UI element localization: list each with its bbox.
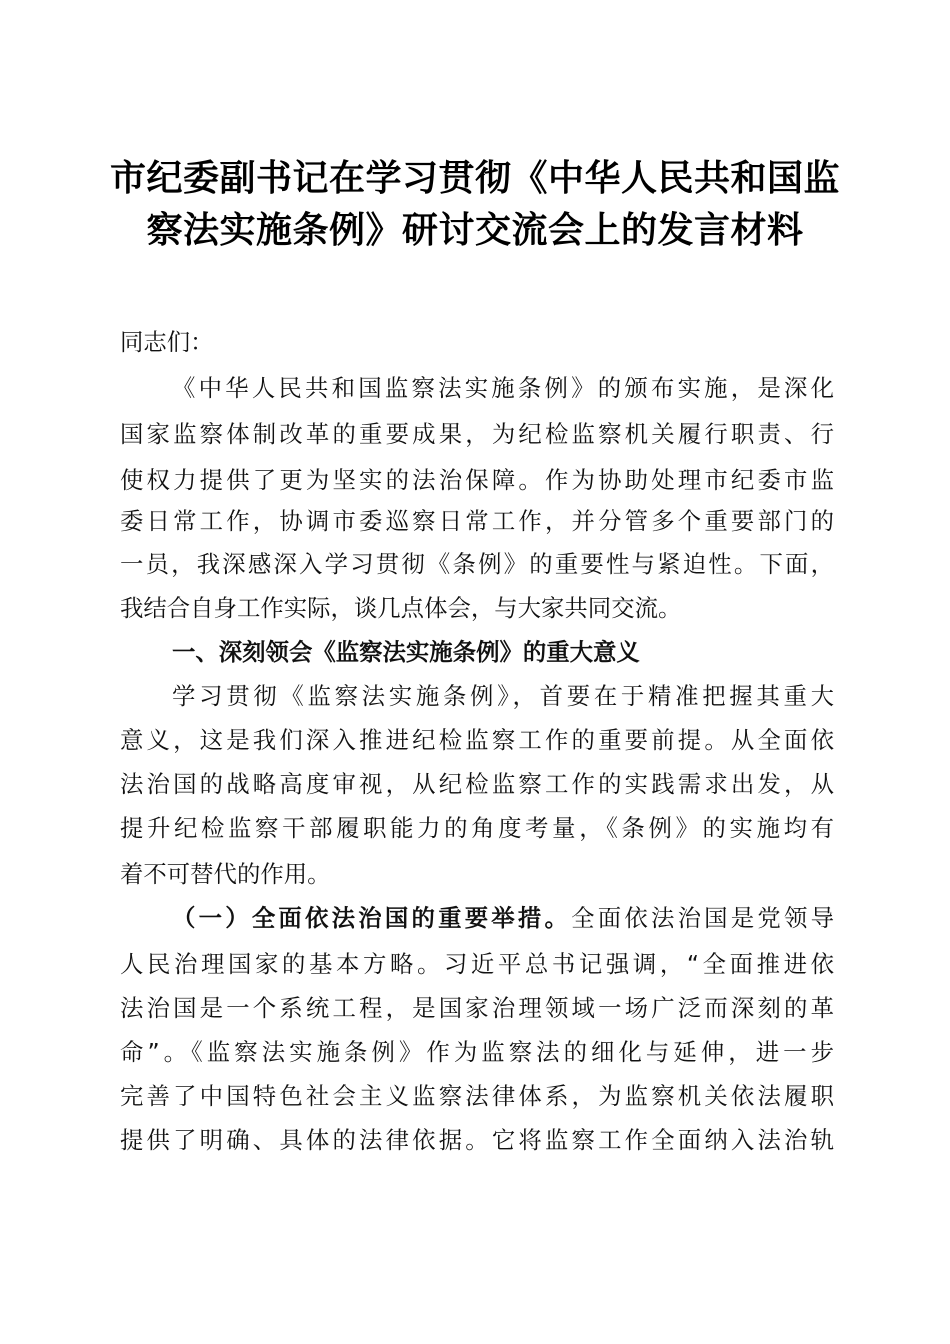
document-title-line-1: 市纪委副书记在学习贯彻《中华人民共和国监 <box>109 157 840 199</box>
paragraph-1-line-2: 国家监察体制改革的重要成果，为纪检监察机关履行职责、行 <box>120 420 834 448</box>
subheading-1: （一）全面依法治国的重要举措。 <box>172 904 572 932</box>
paragraph-2-line-4: 提升纪检监察干部履职能力的角度考量，《条例》的实施均有 <box>120 814 834 842</box>
paragraph-1-line-4: 委日常工作，协调市委巡察日常工作，并分管多个重要部门的 <box>120 507 834 535</box>
paragraph-2-line-3: 法治国的战略高度审视，从纪检监察工作的实践需求出发，从 <box>120 770 834 798</box>
paragraph-2-line-2: 意义，这是我们深入推进纪检监察工作的重要前提。从全面依 <box>120 726 834 754</box>
paragraph-3-line-6: 提供了明确、具体的法律依据。它将监察工作全面纳入法治轨 <box>120 1126 834 1154</box>
paragraph-2-line-1: 学习贯彻《监察法实施条例》，首要在于精准把握其重大 <box>172 682 834 710</box>
paragraph-2-line-5: 着不可替代的作用。 <box>120 860 331 888</box>
paragraph-3-line-1 <box>172 895 834 941</box>
document-title-line-2: 察法实施条例》研讨交流会上的发言材料 <box>146 209 804 251</box>
paragraph-3-line-2: 人民治理国家的基本方略。习近平总书记强调，“全面推进依 <box>120 950 834 978</box>
paragraph-1-line-6: 我结合自身工作实际，谈几点体会，与大家共同交流。 <box>120 594 682 622</box>
salutation: 同志们： <box>120 328 214 356</box>
paragraph-3-line-1-rest: 全面依法治国是党领导 <box>571 904 835 932</box>
paragraph-1-line-5: 一员，我深感深入学习贯彻《条例》的重要性与紧迫性。下面， <box>120 550 834 578</box>
paragraph-1-line-3: 使权力提供了更为坚实的法治保障。作为协助处理市纪委市监 <box>120 466 834 494</box>
section-heading-1: 一、深刻领会《监察法实施条例》的重大意义 <box>172 638 640 666</box>
paragraph-3-line-5: 完善了中国特色社会主义监察法律体系，为监察机关依法履职 <box>120 1082 834 1110</box>
paragraph-1-line-1: 《中华人民共和国监察法实施条例》的颁布实施，是深化 <box>172 374 834 402</box>
paragraph-3-line-4: 命”。《监察法实施条例》作为监察法的细化与延伸，进一步 <box>120 1038 834 1066</box>
paragraph-3-line-3: 法治国是一个系统工程，是国家治理领域一场广泛而深刻的革 <box>120 994 834 1022</box>
